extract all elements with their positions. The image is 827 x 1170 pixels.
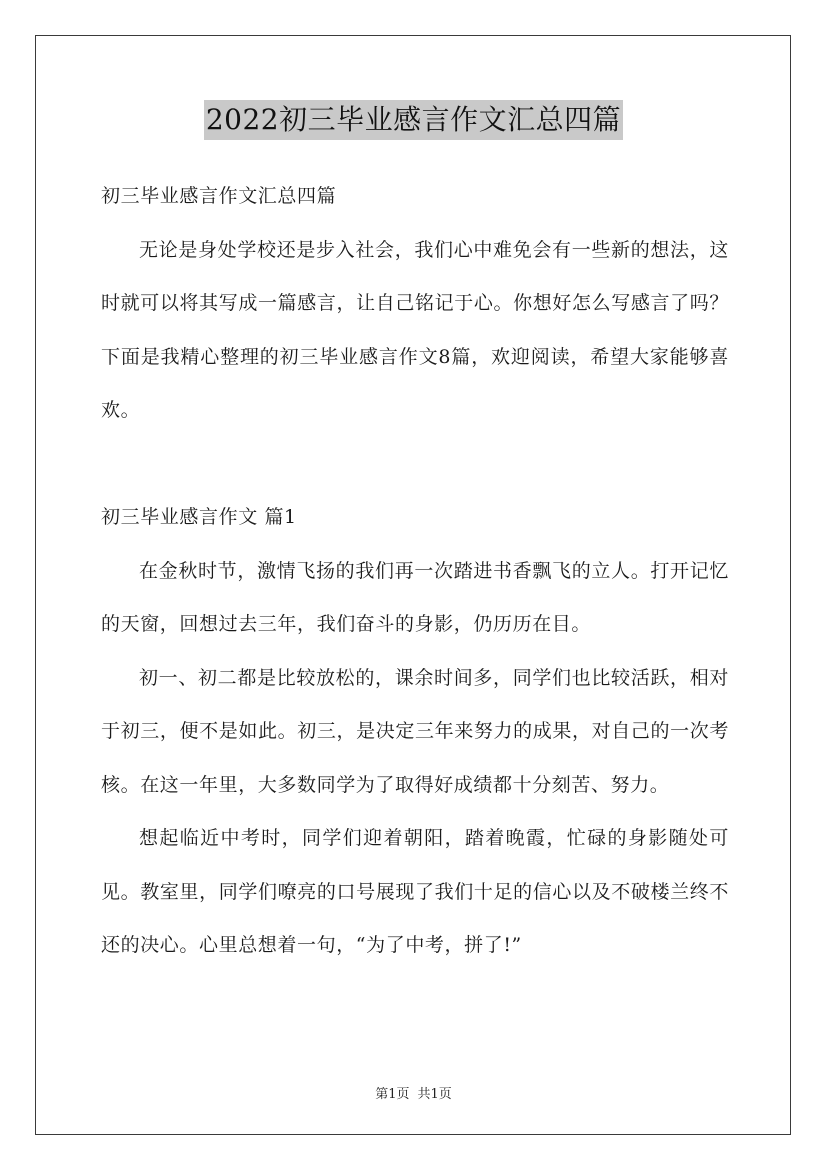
document-body [101,170,729,973]
section-spacer [101,438,729,492]
title-container [0,100,827,140]
page-number: 第1页 [375,1087,410,1102]
body-paragraph: 想起临近中考时，同学们迎着朝阳，踏着晚霞，忙碌的身影随处可见。教室里，同学们嘹亮的口号展现了我们十足的信心以及不破楼兰终不还的决心。心里总想着一句，“为了中考，拼了!” [101,827,729,956]
document-title: 2022初三毕业感言作文汇总四篇 [204,100,623,140]
page-footer [0,1083,827,1102]
intro-paragraph: 无论是身处学校还是步入社会，我们心中难免会有一些新的想法，这时就可以将其写成一篇感言，让自己铭记于心。你想好怎么写感言了吗？下面是我精心整理的初三毕业感言作文8篇，欢迎阅读，希望大家能够喜欢。 [101,238,729,421]
body-paragraph: 初一、初二都是比较放松的，课余时间多，同学们也比较活跃，相对于初三，便不是如此。初三，是决定三年来努力的成果，对自己的一次考核。在这一年里，大多数同学为了取得好成绩都十分刻苦、努力。 [101,666,729,796]
section-heading: 初三毕业感言作文 篇1 [101,506,297,528]
body-paragraph: 在金秋时节，激情飞扬的我们再一次踏进书香飘飞的立人。打开记忆的天窗，回想过去三年，我们奋斗的身影，仍历历在目。 [101,559,729,635]
document-subtitle: 初三毕业感言作文汇总四篇 [101,185,337,207]
page-total: 共1页 [417,1087,452,1102]
